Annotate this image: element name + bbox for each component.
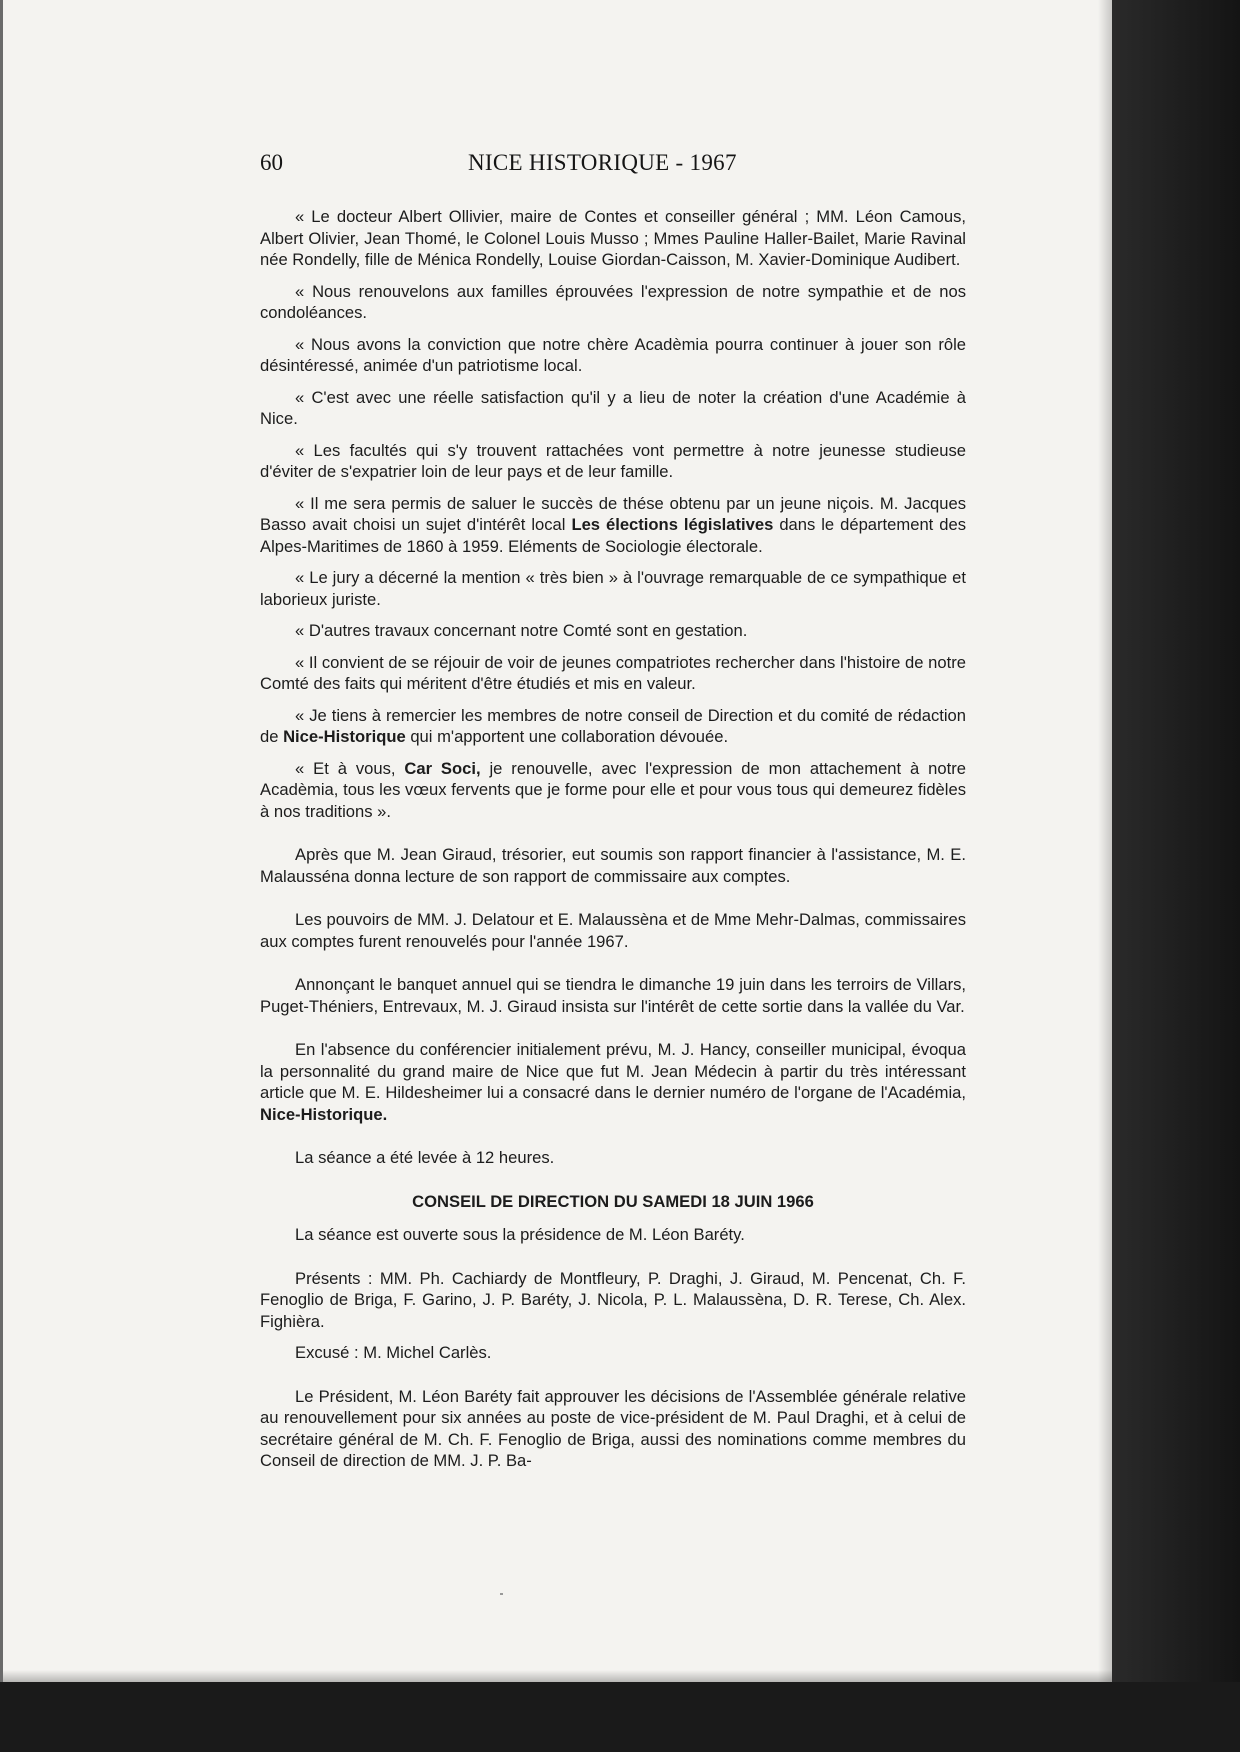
- page-bottom-shadow: [3, 1670, 1112, 1682]
- paragraph: « Nous renouvelons aux familles éprouvées l'expression de notre sympathie et de nos condoléances.: [260, 281, 966, 322]
- paragraph: « Les facultés qui s'y trouvent rattachées vont permettre à notre jeunesse studieuse d'éviter de s'expatrier loin de leur pays et de leur famille.: [260, 440, 966, 481]
- paragraph: Après que M. Jean Giraud, trésorier, eut soumis son rapport financier à l'assistance, M. E. Malausséna donna lecture de son rapport de commissaire aux comptes.: [260, 845, 966, 886]
- paragraph: Annonçant le banquet annuel qui se tiendra le dimanche 19 juin dans les terroirs de Villars, Puget-Théniers, Entrevaux, M. J. Giraud insista sur l'intérêt de cette sortie dans la vallée du Var.: [260, 975, 966, 1016]
- text-run: « Il me sera permis de saluer le succès de thése obtenu par un jeune niçois. M. Jacques Basso avait choisi un sujet d'intérêt local: [260, 493, 966, 534]
- paragraph: « Il convient de se réjouir de voir de jeunes compatriotes rechercher dans l'histoire de notre Comté des faits qui méritent d'être étudiés et mis en valeur.: [260, 652, 966, 693]
- paragraph: [260, 493, 966, 558]
- paragraph: « Le docteur Albert Ollivier, maire de Contes et conseiller général ; MM. Léon Camous, Albert Olivier, Jean Thomé, le Colonel Louis Musso ; Mmes Pauline Haller-Bailet, Marie Ravinal née Rondelly, fille de Ménica Rondelly, Louise Giordan-Caisson, M. Xavier-Dominique Audibert.: [260, 207, 966, 269]
- paragraph: [260, 1039, 966, 1125]
- paragraph: Le Président, M. Léon Baréty fait approuver les décisions de l'Assemblée générale relative au renouvellement pour six années au poste de vice-président de M. Paul Draghi, et à celui de secrétaire général de M. Ch. F. Fenoglio de Briga, aussi des nominations comme membres du Conseil de direction de MM. J. P. Ba-: [260, 1386, 966, 1470]
- bold-title: Nice-Historique: [283, 727, 406, 746]
- running-title: NICE HISTORIQUE - 1967: [468, 150, 737, 175]
- text-run: je renouvelle, avec l'expression de mon attachement à notre Acadèmia, tous les vœux fervents que je forme pour elle et pour vous tous qui demeurez fidèles à nos traditions ».: [260, 758, 966, 821]
- paragraph: La séance est ouverte sous la présidence de M. Léon Baréty.: [295, 1225, 745, 1244]
- text-run: « Et à vous,: [295, 758, 405, 778]
- text-run: « Je tiens à remercier les membres de notre conseil de Direction et du comité de rédaction de: [260, 705, 966, 746]
- section-heading: CONSEIL DE DIRECTION DU SAMEDI 18 JUIN 1966: [412, 1191, 814, 1211]
- paragraph: « Nous avons la conviction que notre chère Acadèmia pourra continuer à jouer son rôle désintéressé, animée d'un patriotisme local.: [260, 334, 966, 375]
- paragraph: « Le jury a décerné la mention « très bien » à l'ouvrage remarquable de ce sympathique et laborieux juriste.: [260, 568, 966, 609]
- bold-title: Car Soci,: [404, 758, 481, 778]
- text-run: dans le département des Alpes-Maritimes de 1860 à 1959. Eléments de Sociologie électorale.: [260, 515, 966, 556]
- bold-title: Nice-Historique.: [260, 1104, 388, 1124]
- text-run: qui m'apportent une collaboration dévouée.: [405, 727, 729, 746]
- paragraph: « D'autres travaux concernant notre Comté sont en gestation.: [295, 621, 748, 640]
- bold-title: Les élections législatives: [571, 515, 774, 534]
- paragraph: « C'est avec une réelle satisfaction qu'il y a lieu de noter la création d'une Académie à Nice.: [260, 387, 966, 428]
- scan-speck: [500, 1593, 503, 1595]
- paragraph: Présents : MM. Ph. Cachiardy de Montfleury, P. Draghi, J. Giraud, M. Pencenat, Ch. F. Fenoglio de Briga, F. Garino, J. P. Baréty, J. Nicola, P. L. Malaussèna, D. R. Terese, Ch. Alex. Fighièra.: [260, 1268, 966, 1331]
- paragraph: Excusé : M. Michel Carlès.: [295, 1343, 492, 1362]
- page-body: [260, 206, 966, 1482]
- paragraph: [260, 705, 966, 748]
- page-number: 60: [260, 150, 283, 175]
- paragraph: La séance a été levée à 12 heures.: [295, 1148, 555, 1167]
- paragraph: Les pouvoirs de MM. J. Delatour et E. Malaussèna et de Mme Mehr-Dalmas, commissaires aux comptes furent renouvelés pour l'année 1967.: [260, 910, 966, 951]
- scan-background-right: [1112, 0, 1240, 1682]
- paragraph: [260, 758, 966, 823]
- text-run: En l'absence du conférencier initialement prévu, M. J. Hancy, conseiller municipal, évoqua la personnalité du grand maire de Nice que fut M. Jean Médecin à partir du très intéressant article que M. E. Hildesheimer lui a consacré dans le dernier numéro de l'organe de l'Académia,: [260, 1040, 966, 1102]
